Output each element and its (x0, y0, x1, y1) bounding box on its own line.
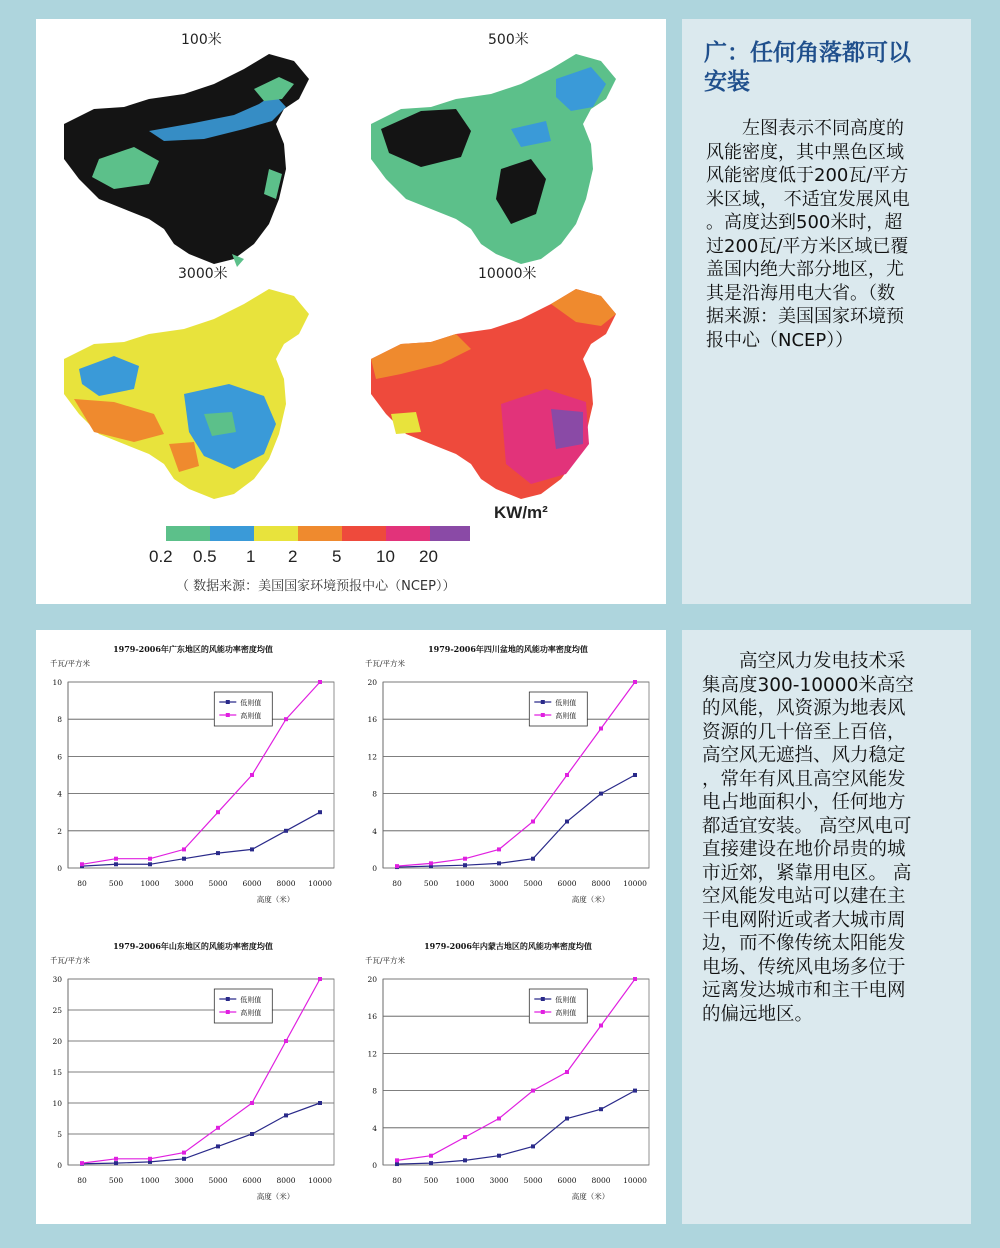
text-line: 干电网附近或者大城市周 (702, 909, 906, 931)
text-line: ，常年有风且高空风能发 (702, 768, 906, 790)
data-point (250, 773, 254, 777)
legend-label: 2 (288, 547, 298, 566)
legend-marker (541, 1010, 545, 1014)
side-panel-top (682, 19, 971, 604)
data-point (284, 829, 288, 833)
legend-marker (226, 713, 230, 717)
legend-box (529, 692, 587, 726)
data-point (531, 1144, 535, 1148)
x-axis-label: 高度（米） (571, 1192, 610, 1201)
legend-box (214, 989, 272, 1023)
plot-border (383, 979, 649, 1165)
legend-swatch-4 (298, 526, 342, 541)
legend-label: 低则值 (240, 699, 262, 707)
chart-title: 1979-2006年广东地区的风能功率密度均值 (113, 644, 273, 654)
x-tick-label: 500 (108, 1176, 124, 1185)
chart-neimenggu (351, 927, 666, 1224)
x-tick-label: 1000 (140, 879, 160, 888)
text-line: 据来源：美国国家环境预 (706, 306, 904, 327)
text-line: 都适宜安装。 高空风电可 (702, 815, 912, 837)
y-tick-label: 10 (52, 1099, 62, 1108)
map-10000m (371, 289, 616, 499)
legend-marker (541, 700, 545, 704)
x-tick-label: 80 (77, 879, 87, 888)
x-tick-label: 3000 (174, 879, 194, 888)
data-point (565, 773, 569, 777)
data-point (429, 861, 433, 865)
description-text (706, 117, 968, 352)
map-title-10000m: 10000米 (478, 266, 537, 282)
data-point (216, 851, 220, 855)
text-line: 高空风力发电技术采 (702, 651, 906, 672)
data-point (565, 1070, 569, 1074)
data-point (250, 847, 254, 851)
map-3000m (64, 289, 309, 499)
y-axis-label: 千瓦/平方米 (365, 956, 406, 965)
text-line: 。高度达到500米时，超 (706, 212, 903, 233)
legend-swatch-6 (386, 526, 430, 541)
legend-label: 0.5 (193, 547, 217, 566)
data-point (565, 1117, 569, 1121)
series-line (397, 979, 635, 1160)
series-line (82, 1103, 320, 1164)
x-tick-label: 10000 (623, 879, 647, 888)
data-point (463, 1158, 467, 1162)
x-tick-label: 1000 (455, 1176, 475, 1185)
data-point (395, 1158, 399, 1162)
text-line: 边，而不像传统太阳能发 (702, 933, 906, 954)
data-point (250, 1101, 254, 1105)
data-point (318, 810, 322, 814)
x-tick-label: 80 (392, 879, 402, 888)
legend-unit: KW/m² (494, 503, 548, 522)
series-line (82, 979, 320, 1163)
x-tick-label: 3000 (174, 1176, 194, 1185)
x-tick-label: 10000 (308, 879, 332, 888)
y-tick-label: 12 (367, 752, 377, 762)
legend-marker (541, 997, 545, 1001)
section-heading (704, 39, 954, 97)
data-point (182, 1157, 186, 1161)
side-panel-bottom (682, 630, 971, 1224)
y-tick-label: 0 (57, 864, 62, 873)
series-line (82, 682, 320, 864)
data-point (318, 977, 322, 981)
data-point (497, 1154, 501, 1158)
maps-source-note: （ 数据来源：美国国家环境预报中心（NCEP）） (176, 579, 456, 594)
y-tick-label: 8 (372, 789, 377, 799)
y-tick-label: 20 (52, 1037, 62, 1046)
legend-swatch-5 (342, 526, 386, 541)
legend-label: 高则值 (555, 712, 577, 720)
data-point (633, 773, 637, 777)
data-point (531, 820, 535, 824)
data-point (429, 1154, 433, 1158)
text-line: 市近郊，紧靠用电区。 高 (702, 862, 912, 884)
data-point (599, 727, 603, 731)
data-point (463, 857, 467, 861)
data-point (429, 1161, 433, 1165)
data-point (114, 1157, 118, 1161)
legend-label: 低则值 (555, 699, 577, 707)
y-tick-label: 8 (57, 715, 62, 725)
data-point (497, 1117, 501, 1121)
y-tick-label: 20 (367, 975, 377, 984)
data-point (148, 857, 152, 861)
text-line: 盖国内绝大部分地区，尤 (706, 259, 904, 280)
y-axis-label: 千瓦/平方米 (50, 956, 91, 965)
data-point (318, 680, 322, 684)
x-axis-label: 高度（米） (256, 1192, 295, 1201)
text-line: 的风能，风资源为地表风 (702, 698, 906, 719)
map-500m (371, 54, 616, 264)
text-line: 空风能发电站可以建在主 (702, 886, 906, 907)
legend-label: 低则值 (240, 996, 262, 1004)
legend-label: 高则值 (240, 1009, 262, 1017)
data-point (395, 864, 399, 868)
y-tick-label: 20 (367, 678, 377, 687)
x-tick-label: 500 (423, 1176, 439, 1185)
text-line: 报中心（NCEP）） (706, 329, 854, 351)
series-line (397, 682, 635, 866)
data-point (599, 1024, 603, 1028)
legend-marker (541, 713, 545, 717)
x-tick-label: 1000 (455, 879, 475, 888)
data-point (395, 1162, 399, 1166)
chart-title: 1979-2006年四川盆地的风能功率密度均值 (428, 644, 588, 654)
x-tick-label: 8000 (276, 1176, 296, 1185)
data-point (80, 862, 84, 866)
x-tick-label: 5000 (523, 1176, 543, 1185)
legend-marker (226, 997, 230, 1001)
x-tick-label: 10000 (308, 1176, 332, 1185)
legend-label: 20 (419, 547, 438, 566)
description-text (702, 650, 968, 1026)
text-line: 风能密度低于200瓦/平方 (706, 165, 909, 186)
text-line: 过200瓦/平方米区域已覆 (706, 235, 909, 257)
data-point (182, 857, 186, 861)
data-point (463, 863, 467, 867)
data-point (531, 1089, 535, 1093)
data-point (114, 862, 118, 866)
x-axis-label: 高度（米） (256, 895, 295, 904)
legend-marker (226, 1010, 230, 1014)
legend-label: 10 (376, 547, 395, 566)
data-point (216, 1126, 220, 1130)
text-line: 资源的几十倍至上百倍， (702, 721, 906, 743)
text-line: 的偏远地区。 (702, 1003, 814, 1025)
data-point (497, 847, 501, 851)
data-point (531, 857, 535, 861)
legend-label: 1 (246, 547, 256, 566)
x-tick-label: 8000 (591, 1176, 611, 1185)
x-tick-label: 5000 (208, 1176, 228, 1185)
x-axis-label: 高度（米） (571, 895, 610, 904)
data-point (633, 680, 637, 684)
text-line: 其是沿海用电大省。（数 (706, 282, 895, 304)
maps-panel (36, 19, 666, 604)
y-tick-label: 8 (372, 1086, 377, 1096)
y-tick-label: 5 (57, 1130, 62, 1139)
text-line: 风能密度，其中黑色区域 (706, 141, 904, 163)
x-tick-label: 5000 (523, 879, 543, 888)
series-line (397, 775, 635, 867)
legend-box (529, 989, 587, 1023)
y-tick-label: 10 (52, 678, 62, 687)
data-point (182, 847, 186, 851)
data-point (497, 861, 501, 865)
y-tick-label: 4 (372, 1123, 377, 1133)
legend-marker (226, 700, 230, 704)
legend-swatch-2 (210, 526, 254, 541)
y-tick-label: 2 (57, 826, 62, 836)
legend-label: 低则值 (555, 996, 577, 1004)
x-tick-label: 6000 (557, 1176, 577, 1185)
chart-shandong (36, 927, 351, 1224)
x-tick-label: 500 (423, 879, 439, 888)
data-point (284, 1039, 288, 1043)
data-point (216, 810, 220, 814)
chart-title: 1979-2006年山东地区的风能功率密度均值 (113, 941, 273, 951)
x-tick-label: 1000 (140, 1176, 160, 1185)
y-tick-label: 4 (372, 826, 377, 836)
data-point (284, 1113, 288, 1117)
data-point (80, 1161, 84, 1165)
text-line: 集高度300-10000米高空 (702, 674, 914, 696)
x-tick-label: 500 (108, 879, 124, 888)
text-line: 米区域， 不适宜发展风电 (706, 188, 910, 210)
legend-box (214, 692, 272, 726)
chart-sichuan (351, 630, 666, 927)
legend-label: 0.2 (149, 547, 173, 566)
x-tick-label: 10000 (623, 1176, 647, 1185)
data-point (148, 862, 152, 866)
x-tick-label: 6000 (557, 879, 577, 888)
map-100m (64, 54, 309, 267)
x-tick-label: 3000 (489, 1176, 509, 1185)
y-tick-label: 4 (57, 789, 62, 799)
text-line: 左图表示不同高度的 (706, 118, 904, 139)
data-point (114, 1161, 118, 1165)
data-point (148, 1157, 152, 1161)
y-tick-label: 0 (372, 1161, 377, 1170)
x-tick-label: 8000 (591, 879, 611, 888)
x-tick-label: 80 (392, 1176, 402, 1185)
legend-swatch-7 (430, 526, 470, 541)
plot-border (383, 682, 649, 868)
legend-label: 高则值 (555, 1009, 577, 1017)
y-tick-label: 6 (57, 752, 62, 762)
heading-line: 广：任何角落都可以 (704, 40, 911, 66)
data-point (114, 857, 118, 861)
x-tick-label: 6000 (242, 879, 262, 888)
data-point (284, 717, 288, 721)
x-tick-label: 8000 (276, 879, 296, 888)
y-tick-label: 12 (367, 1049, 377, 1059)
china-maps (36, 19, 666, 604)
x-tick-label: 6000 (242, 1176, 262, 1185)
chart-title: 1979-2006年内蒙古地区的风能功率密度均值 (424, 941, 592, 951)
text-line: 电场、传统风电场多位于 (702, 956, 906, 978)
data-point (599, 792, 603, 796)
data-point (250, 1132, 254, 1136)
heading-line: 安装 (704, 69, 750, 95)
data-point (463, 1135, 467, 1139)
x-tick-label: 5000 (208, 879, 228, 888)
legend-label: 5 (332, 547, 342, 566)
legend-swatch-1 (166, 526, 210, 541)
y-tick-label: 0 (372, 864, 377, 873)
y-tick-label: 15 (52, 1068, 62, 1077)
y-axis-label: 千瓦/平方米 (365, 659, 406, 668)
legend-label: 高则值 (240, 712, 262, 720)
x-tick-label: 80 (77, 1176, 87, 1185)
text-line: 高空风无遮挡、风力稳定 (702, 745, 906, 766)
y-tick-label: 30 (52, 975, 62, 984)
data-point (633, 977, 637, 981)
y-tick-label: 25 (52, 1006, 62, 1015)
data-point (599, 1107, 603, 1111)
chart-guangdong (36, 630, 351, 927)
text-line: 直接建设在地价昂贵的城 (702, 839, 906, 860)
series-line (397, 1091, 635, 1164)
data-point (216, 1144, 220, 1148)
y-tick-label: 0 (57, 1161, 62, 1170)
y-axis-label: 千瓦/平方米 (50, 659, 91, 668)
text-line: 远离发达城市和主干电网 (702, 980, 906, 1001)
y-tick-label: 16 (367, 715, 377, 725)
data-point (565, 820, 569, 824)
y-tick-label: 16 (367, 1012, 377, 1022)
data-point (633, 1089, 637, 1093)
x-tick-label: 3000 (489, 879, 509, 888)
map-title-100m: 100米 (181, 32, 222, 48)
charts-panel (36, 630, 666, 1224)
data-point (318, 1101, 322, 1105)
data-point (182, 1151, 186, 1155)
text-line: 电占地面积小，任何地方 (702, 792, 906, 813)
map-title-500m: 500米 (488, 32, 529, 48)
map-title-3000m: 3000米 (178, 266, 228, 282)
legend-swatch-3 (254, 526, 298, 541)
